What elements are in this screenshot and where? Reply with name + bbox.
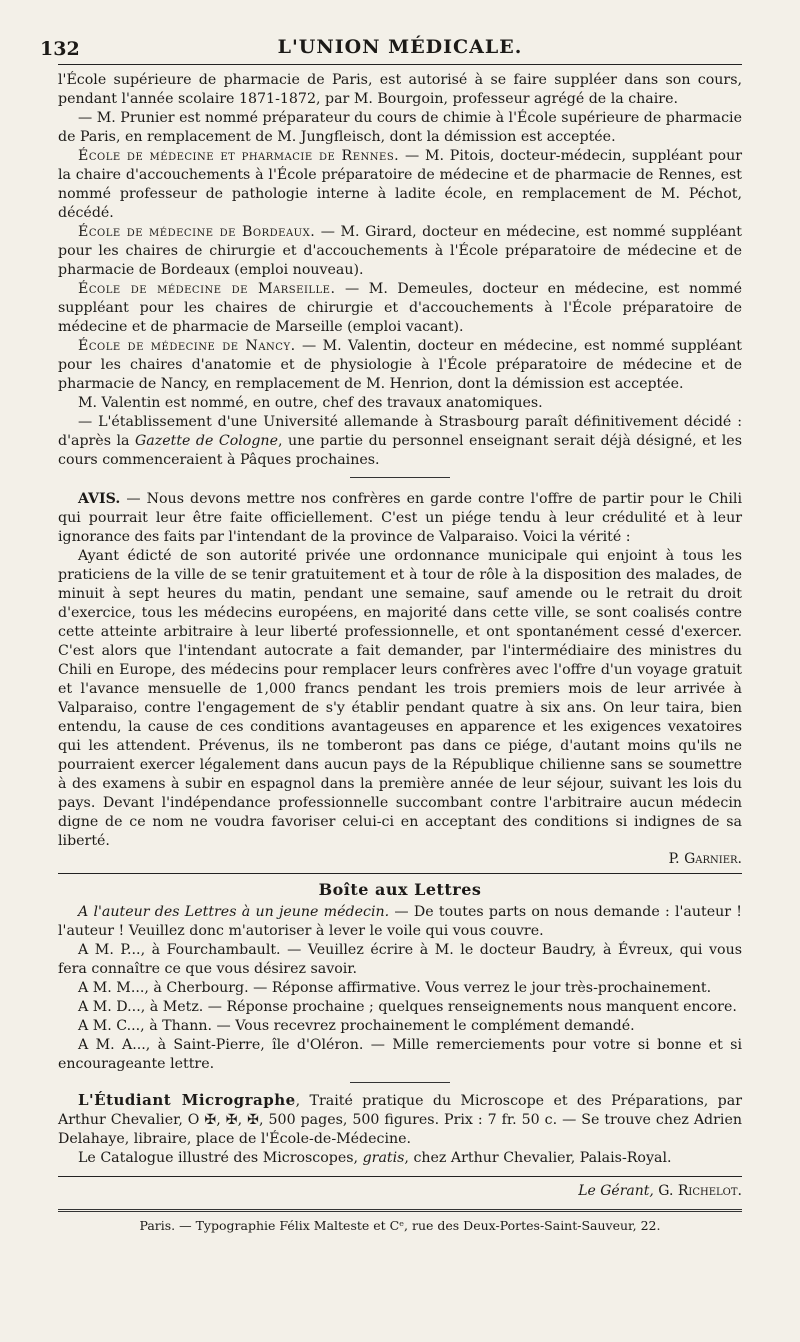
separator <box>350 1082 450 1083</box>
section-marseille <box>58 280 742 337</box>
letter-text: A M. P..., à Fourchambault. — Veuillez écrire à M. le docteur Baudry, à Évreux, qui vous fera connaître ce que vous désirez savoir. <box>58 942 742 977</box>
letter-text: A M. C..., à Thann. — Vous recevrez prochainement le complément demandé. <box>78 1018 635 1034</box>
paragraph-valentin: M. Valentin est nommé, en outre, chef des travaux anatomiques. <box>78 395 543 411</box>
avis-body: Ayant édicté de son autorité privée une ordonnance municipale qui enjoint à tous les praticiens de la ville de se tenir gratuitement et à tour de rôle à la disposition des malades, de minuit à sept heures du matin, pendant une semaine, sauf amende ou le retrait du droit d'exercice, tous les médecins européens, en majorité dans cette ville, se sont coalisés contre cette atteinte arbitraire à leur liberté professionnelle, et ont spontanément cessé d'exercer. C'est alors que l'intendant autocrate a fait demander, par l'intermédiaire des ministres du Chili en Europe, des médecins pour remplacer leurs confrères avec l'offre d'un voyage gratuit et l'avance mensuelle de 1,000 francs pendant les trois premiers mois de leur arrivée à Valparaiso, contre l'engagement de s'y établir pendant quatre à six ans. On leur taira, bien entendu, la cause de ces conditions avantageuses en apparence et les exigences vexatoires qui les attendent. Prévenus, ils ne tomberont pas dans ce piége, d'autant moins qu'ils ne pourraient exercer légalement dans aucun pays de la République chilienne sans se soumettre à des examens à subir en espagnol dans la première année de leur séjour, suivant les lois du pays. Devant l'indépendance professionnelle succombant contre l'arbitraire aucun médecin digne de ce nom ne voudra favoriser celui-ci en acceptant des conditions si indignes de sa liberté. <box>58 548 742 849</box>
printer-imprint: Paris. — Typographie Félix Malteste et Cᵉ, rue des Deux-Portes-Saint-Sauveur, 22. <box>139 1218 661 1233</box>
avis-intro <box>58 490 742 547</box>
catalogue-text-2: , chez Arthur Chevalier, Palais-Royal. <box>404 1150 672 1166</box>
letter-item <box>58 1017 742 1036</box>
heading-rennes: École de médecine et pharmacie de Rennes. <box>78 148 400 164</box>
letters-list <box>58 903 742 1074</box>
strasbourg-source: Gazette de Cologne <box>134 433 278 449</box>
gerant-label: Le Gérant, <box>578 1183 654 1199</box>
paragraph-strasbourg <box>58 413 742 470</box>
advert <box>58 1091 742 1149</box>
paragraph-prunier: — M. Prunier est nommé préparateur du cours de chimie à l'École supérieure de pharmacie de Paris, en remplacement de M. Jungfleisch, dont la démission est acceptée. <box>58 110 742 145</box>
letter-item <box>58 1036 742 1074</box>
section-bordeaux <box>58 223 742 280</box>
letter-text: A M. M..., à Cherbourg. — Réponse affirmative. Vous verrez le jour très-prochainement. <box>78 980 712 996</box>
footer-double-rule <box>58 1209 742 1212</box>
advert-title: L'Étudiant Micrographe <box>78 1091 296 1109</box>
page-header <box>40 30 742 64</box>
strasbourg-text-2: , une partie du personnel enseignant serait déjà désigné, et les cours commenceraient à Pâques prochaines. <box>58 433 742 468</box>
gerant-name: G. Richelot. <box>658 1183 742 1199</box>
page-number: 132 <box>40 38 80 60</box>
section-rule <box>58 873 742 874</box>
strasbourg-text-1: — L'établissement d'une Université allemande à Strasbourg paraît définitivement décidé : d'après la <box>58 414 742 449</box>
letter-text: A M. A..., à Saint-Pierre, île d'Oléron. — Mille remerciements pour votre si bonne et si encourageante lettre. <box>58 1037 742 1072</box>
heading-nancy: École de médecine de Nancy. <box>78 338 296 354</box>
catalogue-gratis: gratis <box>362 1150 405 1166</box>
catalogue-text-1: Le Catalogue illustré des Microscopes, <box>78 1150 363 1166</box>
letter-text: — De toutes parts on nous demande : l'auteur ! l'auteur ! Veuillez donc m'autoriser à lever le voile qui vous couvre. <box>58 904 742 939</box>
avis-intro-text: — Nous devons mettre nos confrères en garde contre l'offre de partir pour le Chili qui pourrait leur être faite officiellement. C'est un piége tendu à leur crédulité et à leur ignorance des faits par l'intendant de la province de Valparaiso. Voici la vérité : <box>58 491 742 545</box>
letter-item <box>58 998 742 1017</box>
avis-signature: P. Garnier. <box>668 851 742 867</box>
heading-bordeaux: École de médecine de Bordeaux. <box>78 224 316 240</box>
header-rule <box>58 64 742 65</box>
footer-rule <box>58 1176 742 1177</box>
advert-catalogue <box>58 1149 742 1168</box>
advert-text: , Traité pratique du Microscope et des Préparations, par Arthur Chevalier, O ✠, ✠, ✠, 500 pages, 500 figures. Prix : 7 fr. 50 c. — Se trouve chez Adrien Delahaye, libraire, place de l'École-de-Médecine. <box>58 1093 743 1147</box>
text-nancy: — M. Valentin, docteur en médecine, est nommé suppléant pour les chaires d'anatomie et de physiologie à l'École préparatoire de médecine et de pharmacie de Nancy, en remplacement de M. Henrion, dont la démission est acceptée. <box>58 338 742 392</box>
letter-item <box>58 903 742 941</box>
running-title: L'UNION MÉDICALE. <box>277 36 523 58</box>
letter-recipient: A l'auteur des Lettres à un jeune médecin. <box>78 904 390 920</box>
section-nancy <box>58 337 742 394</box>
letter-item <box>58 979 742 998</box>
letter-item <box>58 941 742 979</box>
letter-text: A M. D..., à Metz. — Réponse prochaine ; quelques renseignements nous manquent encore. <box>78 999 737 1015</box>
text-bordeaux: — M. Girard, docteur en médecine, est nommé suppléant pour les chaires de chirurgie et d'accouchements à l'École préparatoire de médecine et de pharmacie de Bordeaux (emploi nouveau). <box>58 224 743 278</box>
gerant-line <box>58 1183 742 1199</box>
text-marseille: — M. Demeules, docteur en médecine, est nommé suppléant pour les chaires de chirurgie et d'accouchements à l'École préparatoire de médecine et de pharmacie de Marseille (emploi vacant). <box>58 281 742 335</box>
text-rennes: — M. Pitois, docteur-médecin, suppléant pour la chaire d'accouchements à l'École préparatoire de médecine et de pharmacie de Rennes, est nommé professeur de pathologie interne à ladite école, en remplacement de M. Péchot, décédé. <box>58 148 742 221</box>
document-page <box>40 30 743 1233</box>
avis-label: AVIS. <box>78 491 121 507</box>
separator <box>350 477 450 478</box>
heading-marseille: École de médecine de Marseille. <box>78 281 336 297</box>
paragraph-bourgoin: l'École supérieure de pharmacie de Paris, est autorisé à se faire suppléer dans son cours, pendant l'année scolaire 1871-1872, par M. Bourgoin, professeur agrégé de la chaire. <box>58 72 742 107</box>
boite-title: Boîte aux Lettres <box>318 880 482 899</box>
section-rennes <box>58 147 742 223</box>
